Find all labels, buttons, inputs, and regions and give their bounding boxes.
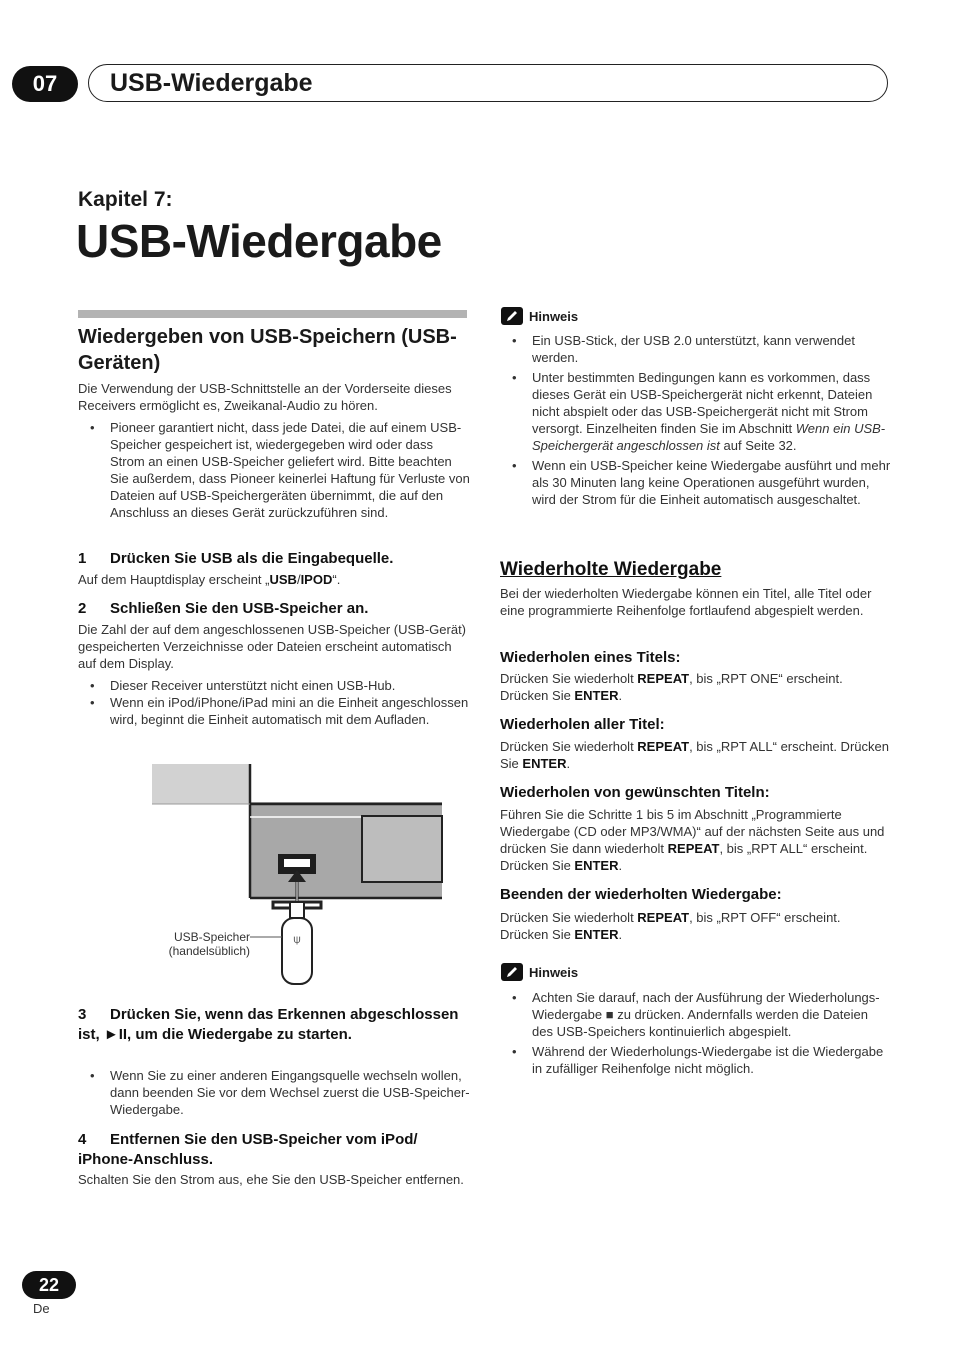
note-2-bullet-list xyxy=(500,989,892,1077)
step-4-title: 4 Entfernen Sie den USB-Speicher vom iPod/ iPhone-Anschluss. xyxy=(78,1131,418,1168)
note-2-heading: Hinweis xyxy=(501,963,578,981)
chapter-number-badge: 07 xyxy=(12,66,78,102)
note-1-bullet-list xyxy=(500,332,892,508)
play-pause-icon: ►II xyxy=(103,1026,128,1043)
step-3-title: 3 Drücken Sie, wenn das Erkennen abgeschlossen ist, ►II, um die Wiedergabe zu starten. xyxy=(78,1006,459,1043)
list-item: • Während der Wiederholungs-Wiedergabe ist die Wiedergabe in zufälliger Reihenfolge nicht möglich. xyxy=(500,1043,892,1077)
usb-stick-plug xyxy=(290,902,304,918)
step-2-bullet-list xyxy=(78,677,470,728)
language-code: De xyxy=(33,1301,50,1316)
usb-stick-icon xyxy=(282,918,312,984)
receiver-top xyxy=(152,764,250,804)
repeat-stop-text: Drücken Sie wiederholt REPEAT, bis „RPT OFF“ erscheint. Drücken Sie ENTER. xyxy=(500,910,841,942)
list-item: • Wenn ein USB-Speicher keine Wiedergabe ausführt und mehr als 30 Minuten lang keine Operationen ausgeführt wurden, wird der Strom für die Einheit automatisch ausgeschaltet. xyxy=(500,457,892,508)
step-3-bullet-list xyxy=(78,1067,470,1118)
repeat-stop-heading: Beenden der wiederholten Wiedergabe: xyxy=(500,886,782,903)
list-item: • Unter bestimmten Bedingungen kann es vorkommen, dass dieses Gerät ein USB-Speichergerät nicht erkennt, Dateien nicht abspielt oder das USB-Speichergerät nicht mit Strom versorgt. Einzelheiten finden Sie im Abschnitt Wenn ein USB-Speichergerät angeschlossen ist auf Seite 32. xyxy=(500,369,892,454)
step-4-text: Schalten Sie den Strom aus, ehe Sie den USB-Speicher entfernen. xyxy=(78,1172,464,1187)
stop-icon: ■ xyxy=(605,1007,614,1022)
repeat-one-text: Drücken Sie wiederholt REPEAT, bis „RPT ONE“ erscheint. Drücken Sie ENTER. xyxy=(500,671,843,703)
intro-text: Die Verwendung der USB-Schnittstelle an der Vorderseite dieses Receivers ermöglicht es, Zweikanal-Audio zu hören. xyxy=(78,381,452,413)
note-pencil-icon xyxy=(501,963,523,981)
step-2-title: 2 Schließen Sie den USB-Speicher an. xyxy=(78,600,369,617)
repeat-selected-text: Führen Sie die Schritte 1 bis 5 im Abschnitt „Programmierte Wiedergabe (CD oder MP3/WMA)“ auf der nächsten Seite aus und drücken Sie dann wiederholt REPEAT, bis „RPT ALL“ erscheint. Drücken Sie ENTER. xyxy=(500,807,885,873)
note-pencil-icon xyxy=(501,307,523,325)
page-number-badge: 22 xyxy=(22,1271,76,1299)
section-title: Wiedergeben von USB-Speichern (USB-Geräten) xyxy=(78,326,457,374)
list-item: • Wenn ein iPod/iPhone/iPad mini an die Einheit angeschlossen wird, beginnt die Einheit automatisch mit dem Aufladen. xyxy=(78,694,470,728)
chapter-label: Kapitel 7: xyxy=(78,188,173,211)
repeat-selected-heading: Wiederholen von gewünschten Titeln: xyxy=(500,784,770,801)
page-title: USB-Wiedergabe xyxy=(76,215,442,267)
section-divider xyxy=(78,310,467,318)
list-item: • Achten Sie darauf, nach der Ausführung der Wiederholungs-Wiedergabe ■ zu drücken. Andernfalls werden die Dateien des USB-Speichers kontinuierlich abgespielt. xyxy=(500,989,892,1040)
note-1-heading: Hinweis xyxy=(501,307,578,325)
repeat-one-heading: Wiederholen eines Titels: xyxy=(500,649,681,666)
illustration-caption: USB-Speicher (handelsüblich) xyxy=(168,930,250,958)
step-1-text: Auf dem Hauptdisplay erscheint „USB/IPOD“. xyxy=(78,572,341,587)
display-window xyxy=(362,816,442,882)
svg-text:⍦: ⍦ xyxy=(293,932,301,946)
list-item: • Ein USB-Stick, der USB 2.0 unterstützt, kann verwendet werden. xyxy=(500,332,892,366)
header-title: USB-Wiedergabe xyxy=(110,69,313,97)
step-2-text: Die Zahl der auf dem angeschlossenen USB-Speicher (USB-Gerät) gespeicherten Verzeichnisse oder Dateien erscheint automatisch auf dem Display. xyxy=(78,622,467,671)
list-item: • Pioneer garantiert nicht, dass jede Datei, die auf einem USB-Speicher gespeichert ist, wiedergegeben wird oder dass Strom an einen USB-Speicher geliefert wird. Bitte beachten Sie außerdem, dass Pioneer keinerlei Haftung für Verluste von Dateien auf USB-Speichergeräten übernimmt, die auf den Anschluss an dieses Gerät zurückzuführen sind. xyxy=(78,419,470,521)
intro-bullet-list xyxy=(78,419,470,521)
list-item: • Dieser Receiver unterstützt nicht einen USB-Hub. xyxy=(78,677,470,694)
list-item: • Wenn Sie zu einer anderen Eingangsquelle wechseln wollen, dann beenden Sie vor dem Wechsel zuerst die USB-Speicher-Wiedergabe. xyxy=(78,1067,470,1118)
repeat-all-heading: Wiederholen aller Titel: xyxy=(500,716,665,733)
repeat-intro: Bei der wiederholten Wiedergabe können ein Titel, alle Titel oder eine programmierte Reihenfolge fortlaufend abgespielt werden. xyxy=(500,586,872,618)
repeat-all-text: Drücken Sie wiederholt REPEAT, bis „RPT ALL“ erscheint. Drücken Sie ENTER. xyxy=(500,739,889,771)
step-1-title: 1 Drücken Sie USB als die Eingabequelle. xyxy=(78,550,394,567)
repeat-section-title: Wiederholte Wiedergabe xyxy=(500,559,722,580)
